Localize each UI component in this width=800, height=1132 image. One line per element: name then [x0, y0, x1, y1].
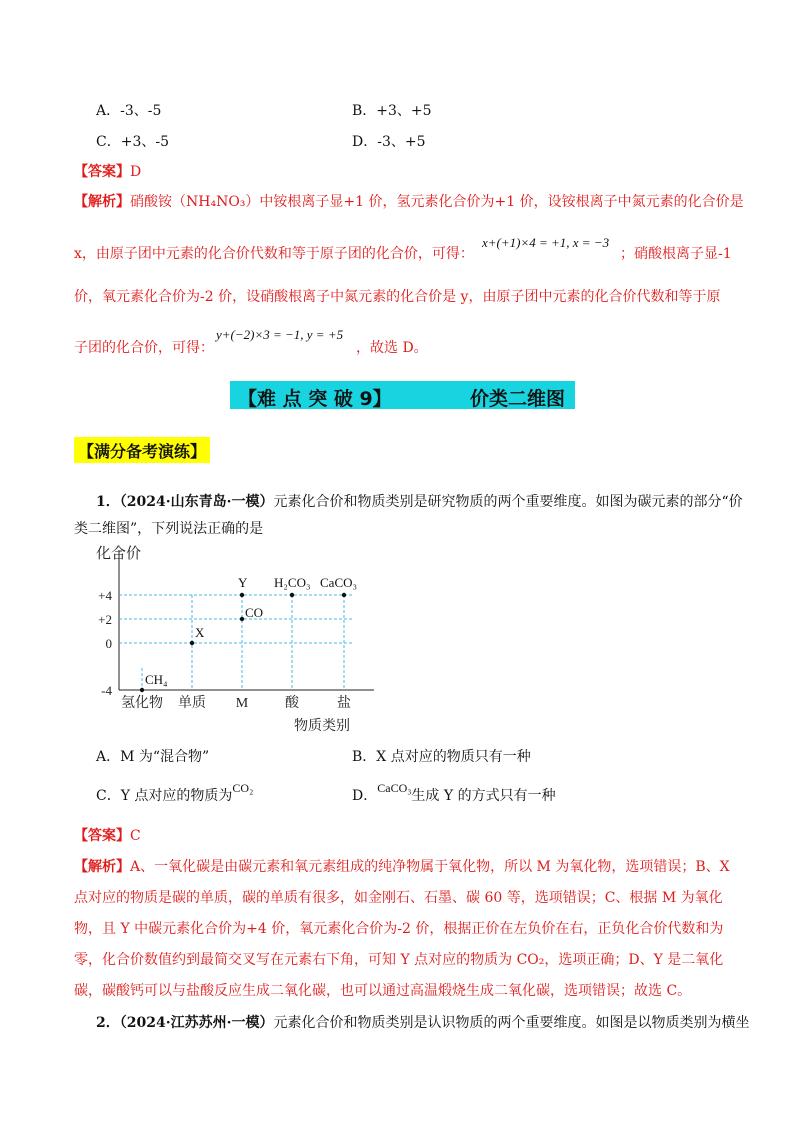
data-point-label: CO [245, 605, 264, 620]
q1-answer [74, 825, 141, 845]
data-point-label: H₂CO₃ [274, 575, 311, 590]
prev-analysis-line-2 [74, 243, 474, 263]
q1-option-c [96, 781, 254, 805]
x-category-label: 单质 [178, 696, 206, 711]
analysis-text: A、一氧化碳是由碳元素和氧元素组成的纯净物属于氧化物，所以 M 为氧化物，选项错误；B、X [130, 859, 730, 875]
q1-option-c-text: C．Y 点对应的物质为 [96, 788, 233, 804]
q1-source: （2024·山东青岛·一模） [119, 494, 274, 510]
data-point-label: Y [238, 575, 248, 590]
valence-class-chart [74, 540, 394, 735]
q1-analysis-line-1 [74, 856, 730, 876]
option-c: C．+3、-5 [96, 134, 169, 150]
formula-ammonium: x+(+1)×4 = +1, x = −3 [482, 235, 610, 250]
answer-tag: 【答案】 [74, 164, 130, 180]
prev-answer [74, 161, 141, 181]
prev-analysis-line-4b: ，故选 D。 [356, 340, 428, 356]
x-category-label: 氢化物 [121, 696, 163, 711]
data-point [342, 593, 346, 597]
option-a: A．-3、-5 [96, 103, 162, 119]
section-banner [230, 381, 575, 409]
y-tick-label: +4 [98, 588, 112, 603]
q1-option-d-prefix: D． [352, 788, 378, 804]
analysis-text: x，由原子团中元素的化合价代数和等于原子团的化合价，可得： [74, 246, 474, 262]
data-point-label: CH₄ [145, 672, 168, 687]
answer-value: C [130, 828, 141, 844]
data-point [290, 593, 294, 597]
q2-stem-line-1 [96, 1012, 749, 1032]
analysis-tag: 【解析】 [74, 859, 130, 875]
q1-option-d [352, 781, 556, 805]
option-b: B．+3、+5 [352, 103, 432, 119]
y-axis-label: 化合价 [96, 546, 142, 562]
x-category-label: 盐 [337, 696, 351, 711]
data-point [240, 593, 244, 597]
q1-analysis-line-3: 物，且 Y 中碳元素化合价为+4 价，氧元素化合价为-2 价，根据正价在左负价在右，正负化合价代数和为 [74, 921, 724, 937]
prev-analysis-line-4: 子团的化合价，可得： [74, 340, 214, 356]
data-point [190, 641, 194, 645]
x-category-label: M [235, 696, 249, 711]
q1-analysis-line-2: 点对应的物质是碳的单质，碳的单质有很多，如金刚石、石墨、碳 60 等，选项错误；C、根据 M 为氧化 [74, 890, 723, 906]
y-tick-label: -4 [101, 683, 112, 698]
analysis-text: 硝酸铵（NH₄NO₃）中铵根离子显+1 价，氢元素化合价为+1 价，设铵根离子中氮元素的化合价是 [130, 194, 744, 210]
q1-option-d-formula: CaCO₃ [377, 781, 412, 795]
prev-analysis-line-1 [74, 191, 744, 211]
q1-option-b: B．X 点对应的物质只有一种 [352, 749, 531, 765]
x-category-label: 酸 [285, 696, 299, 711]
q2-source: （2024·江苏苏州·一模） [119, 1015, 274, 1031]
q1-number: 1． [96, 494, 120, 510]
prev-analysis-line-3: 价，氧元素化合价为-2 价，设硝酸根离子中氮元素的化合价是 y，由原子团中元素的化合价代数和等于原 [74, 289, 721, 305]
q1-stem-line-1 [96, 491, 743, 511]
section-title-left: 【难 点 突 破 9】 [238, 388, 392, 410]
answer-value: D [130, 164, 142, 180]
x-axis-label: 物质类别 [294, 719, 350, 734]
data-point-label: X [195, 625, 205, 640]
analysis-tag: 【解析】 [74, 194, 130, 210]
prep-tag: 【满分备考演练】 [74, 437, 210, 463]
data-point [140, 688, 144, 692]
q1-option-c-formula: CO₂ [232, 781, 254, 795]
q1-stem-line-2: 类二维图”，下列说法正确的是 [74, 521, 264, 537]
q2-stem-text: 元素化合价和物质类别是认识物质的两个重要维度。如图是以物质类别为横坐 [273, 1015, 750, 1031]
formula-nitrate: y+(−2)×3 = −1, y = +5 [216, 327, 344, 342]
q1-analysis-line-5: 碳，碳酸钙可以与盐酸反应生成二氧化碳，也可以通过高温煅烧生成二氧化碳，选项错误；故选 C。 [74, 983, 692, 999]
option-d: D．-3、+5 [352, 134, 426, 150]
q1-option-d-text: 生成 Y 的方式只有一种 [411, 788, 556, 804]
q1-analysis-line-4: 零，化合价数值约到最简交叉写在元素右下角，可知 Y 点对应的物质为 CO₂，选项正确；D、Y 是二氧化 [74, 952, 724, 968]
y-tick-label: +2 [98, 612, 112, 627]
q1-option-a: A．M 为“混合物” [96, 749, 210, 765]
y-tick-label: 0 [105, 636, 112, 651]
section-title-right: 价类二维图 [470, 388, 566, 410]
answer-tag: 【答案】 [74, 828, 130, 844]
prev-analysis-line-2b: ；硝酸根离子显-1 [620, 246, 732, 262]
q2-number: 2． [96, 1015, 120, 1031]
q1-stem-text: 元素化合价和物质类别是研究物质的两个重要维度。如图为碳元素的部分“价 [273, 494, 743, 510]
data-point [240, 617, 244, 621]
data-point-label: CaCO₃ [320, 575, 358, 590]
